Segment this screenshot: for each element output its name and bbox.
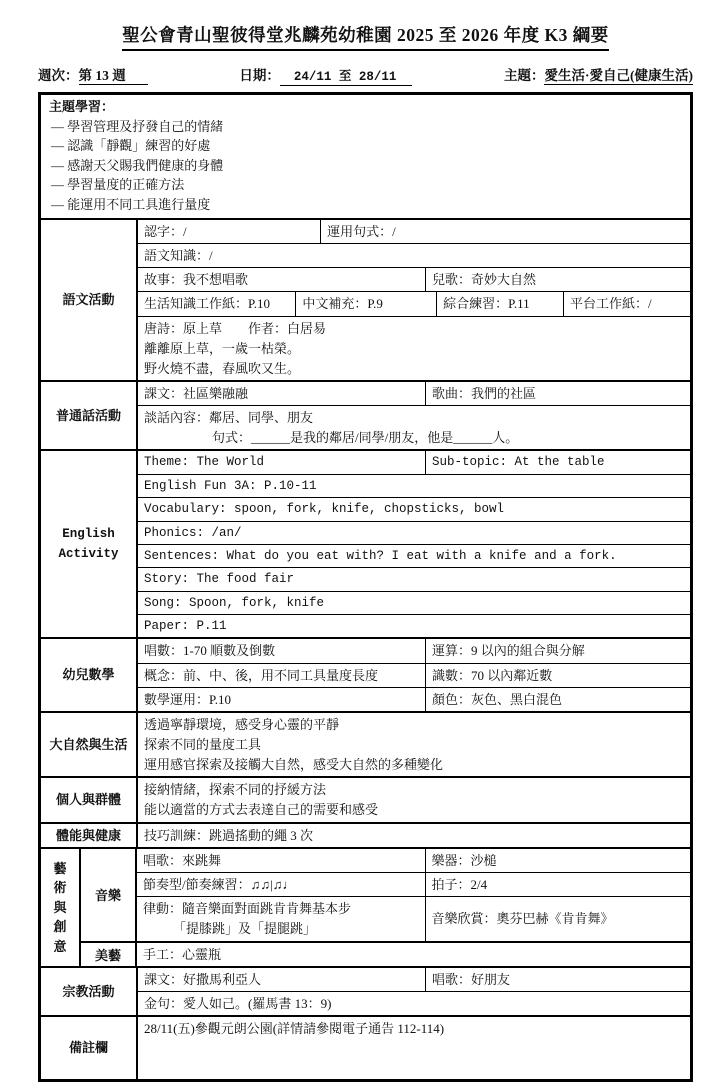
theme-learning-item: — 學習量度的正確方法 xyxy=(51,177,185,192)
english-label: English Activity xyxy=(41,451,138,637)
art-craft: 手工：心靈瓶 xyxy=(143,946,222,962)
english-song: Song: Spoon, fork, knife xyxy=(144,595,325,610)
table-row xyxy=(138,382,690,405)
section-religion xyxy=(41,966,690,1015)
language-life-knowledge-worksheet: 生活知識工作紙：P.10 xyxy=(144,296,271,312)
arts-body xyxy=(81,849,690,966)
nature-body xyxy=(138,713,690,776)
english-body xyxy=(138,451,690,637)
table-row xyxy=(138,497,690,520)
table-row xyxy=(138,521,690,544)
arts-label xyxy=(41,849,81,966)
music-singing: 唱歌：來跳舞 xyxy=(143,853,222,869)
meta-row xyxy=(38,64,693,87)
section-english xyxy=(41,449,690,637)
math-application: 數學運用：P.10 xyxy=(144,691,232,707)
nature-label: 大自然與生活 xyxy=(41,713,138,776)
music-movement-line: 律動：隨音樂面對面跳肯肯舞基本步 xyxy=(143,901,352,917)
theme-learning-item: — 感謝天父賜我們健康的身體 xyxy=(51,157,224,173)
remarks-line: 28/11(五)參觀元朗公園(詳情請參閱電子通告 112-114) xyxy=(144,1021,445,1037)
arts-label-text: 藝術與創意 xyxy=(53,860,67,954)
table-row xyxy=(138,591,690,614)
english-theme: Theme: The World xyxy=(144,455,265,470)
table-row xyxy=(138,663,690,687)
theme-learning-item: — 學習管理及抒發自己的情緒 xyxy=(51,118,224,134)
religion-song: 唱歌：好朋友 xyxy=(425,968,690,991)
english-phonics: Phonics: /an/ xyxy=(144,525,242,540)
music-movement-line: 「提膝跳」及「提腿跳」 xyxy=(173,921,317,937)
table-row xyxy=(137,872,690,896)
theme-learning-heading: 主題學習： xyxy=(49,99,115,114)
math-operation: 運算：9 以內的組合與分解 xyxy=(425,639,690,662)
personal-line: 接納情緒，探索不同的抒緩方法 xyxy=(144,782,327,798)
language-tang-poem-cell xyxy=(138,317,690,380)
putonghua-song: 歌曲：我們的社區 xyxy=(425,382,690,405)
physical-body xyxy=(138,824,690,848)
language-nursery-rhyme: 兒歌：奇妙大自然 xyxy=(425,268,690,291)
arts-art-subsection xyxy=(81,941,690,966)
section-math xyxy=(41,637,690,710)
table-row xyxy=(138,243,690,267)
section-nature xyxy=(41,711,690,776)
page-title xyxy=(38,22,693,51)
table-row xyxy=(138,991,690,1015)
music-movement-cell xyxy=(137,897,425,940)
english-sub-topic: Sub-topic: At the table xyxy=(425,451,690,473)
week-group xyxy=(38,64,148,84)
table-row xyxy=(138,614,690,637)
nature-line: 探索不同的量度工具 xyxy=(144,736,262,752)
table-row xyxy=(138,639,690,662)
table-row xyxy=(137,849,690,872)
tang-poem-title: 唐詩：原上草 作者：白居易 xyxy=(144,320,327,336)
religion-golden-verse: 金句：愛人如己。(羅馬書 13：9) xyxy=(144,995,332,1011)
table-row xyxy=(138,220,690,243)
language-label: 語文活動 xyxy=(41,220,138,380)
section-physical xyxy=(41,822,690,848)
date-label: 日期： xyxy=(239,68,280,83)
nature-line: 透過寧靜環境，感受身心靈的平靜 xyxy=(144,716,340,732)
language-sentence-usage: 運用句式：/ xyxy=(320,220,690,243)
personal-label: 個人與群體 xyxy=(41,778,138,821)
english-paper: Paper: P.11 xyxy=(144,619,227,634)
english-book: English Fun 3A: P.10-11 xyxy=(144,478,317,493)
language-chinese-supplement: 中文補充：P.9 xyxy=(295,292,436,315)
music-body xyxy=(137,849,690,941)
table-row xyxy=(138,567,690,590)
math-label: 幼兒數學 xyxy=(41,639,138,710)
topic-group xyxy=(504,64,693,84)
table-row xyxy=(138,968,690,991)
table-row xyxy=(138,267,690,291)
section-arts xyxy=(41,847,690,966)
table-row xyxy=(138,291,690,315)
table-row xyxy=(138,1017,690,1079)
week-label: 週次： xyxy=(38,68,79,83)
language-word-recognition: 認字：/ xyxy=(144,224,187,239)
language-body xyxy=(138,220,690,380)
language-platform-worksheet: 平台工作紙：/ xyxy=(563,292,690,315)
physical-label: 體能與健康 xyxy=(41,824,138,848)
music-beat: 拍子：2/4 xyxy=(425,873,690,896)
section-theme-learning xyxy=(41,95,690,218)
religion-text: 課文：好撒馬利亞人 xyxy=(144,971,262,987)
topic-value: 愛生活·愛自己(健康生活) xyxy=(544,68,693,83)
table-row xyxy=(138,405,690,449)
putonghua-label: 普通話活動 xyxy=(41,382,138,449)
english-vocabulary: Vocabulary: spoon, fork, knife, chopsticks, bowl xyxy=(144,502,505,517)
putonghua-talk-cell xyxy=(138,406,690,449)
math-number-recognition: 識數：70 以內鄰近數 xyxy=(425,664,690,687)
physical-line: 技巧訓練：跳過搖動的繩 3 次 xyxy=(144,827,314,843)
section-remarks xyxy=(41,1015,690,1079)
tang-poem-line: 野火燒不盡，春風吹又生。 xyxy=(144,360,301,376)
english-story: Story: The food fair xyxy=(144,572,295,587)
date-value: 24/11 至 28/11 xyxy=(280,70,413,86)
putonghua-body xyxy=(138,382,690,449)
date-group xyxy=(239,64,412,87)
section-personal xyxy=(41,776,690,821)
putonghua-sentence-pattern: 句式：______是我的鄰居/同學/朋友，他是______人。 xyxy=(212,430,519,446)
religion-body xyxy=(138,968,690,1015)
personal-lines-cell xyxy=(138,778,690,821)
topic-label: 主題： xyxy=(503,68,545,83)
art-label: 美藝 xyxy=(81,943,137,966)
putonghua-text: 課文：社區樂融融 xyxy=(144,385,249,401)
math-concept: 概念：前、中、後，用不同工具量度長度 xyxy=(144,667,379,683)
table-row xyxy=(138,824,690,848)
remarks-body xyxy=(138,1017,690,1079)
table-row xyxy=(137,943,690,966)
music-instrument: 樂器：沙槌 xyxy=(425,849,690,872)
section-putonghua xyxy=(41,380,690,449)
religion-label: 宗教活動 xyxy=(41,968,138,1015)
theme-learning-item: — 認識「靜觀」練習的好處 xyxy=(51,138,211,153)
table-row xyxy=(138,713,690,776)
tang-poem-line: 離離原上草，一歲一枯榮。 xyxy=(144,340,301,356)
language-knowledge: 語文知識：/ xyxy=(144,248,213,264)
music-appreciation: 音樂欣賞：奧芬巴赫《肯肯舞》 xyxy=(425,897,690,940)
table-row xyxy=(138,451,690,473)
nature-line: 運用感官探索及接觸大自然，感受大自然的多種變化 xyxy=(144,757,444,773)
language-integrated-exercise: 綜合練習：P.11 xyxy=(436,292,563,315)
curriculum-table xyxy=(38,92,693,1082)
remarks-label: 備註欄 xyxy=(41,1017,138,1079)
personal-line: 能以適當的方式去表達自己的需要和感受 xyxy=(144,802,379,818)
art-body xyxy=(137,943,690,966)
theme-learning-body xyxy=(41,95,690,218)
table-row xyxy=(138,778,690,821)
music-label: 音樂 xyxy=(81,849,137,941)
math-color: 顏色：灰色、黑白混色 xyxy=(425,688,690,711)
section-language xyxy=(41,218,690,380)
putonghua-talk-content: 談話內容：鄰居、同學、朋友 xyxy=(144,410,314,426)
personal-body xyxy=(138,778,690,821)
table-row xyxy=(138,316,690,380)
table-row xyxy=(138,474,690,497)
table-row xyxy=(137,896,690,940)
music-rhythm: 節奏型/節奏練習：♫♫|♫♩ xyxy=(143,877,296,893)
table-row xyxy=(138,687,690,711)
nature-lines-cell xyxy=(138,713,690,776)
language-story: 故事：我不想唱歌 xyxy=(144,272,249,288)
arts-music-subsection xyxy=(81,849,690,941)
week-value: 第 13 週 xyxy=(79,68,148,85)
page-title-text: 聖公會青山聖彼得堂兆麟苑幼稚園 2025 至 2026 年度 K3 綱要 xyxy=(122,22,609,51)
math-counting: 唱數：1-70 順數及倒數 xyxy=(144,643,276,659)
math-body xyxy=(138,639,690,710)
theme-learning-item: — 能運用不同工具進行量度 xyxy=(51,196,211,212)
english-sentences: Sentences: What do you eat with? I eat with a knife and a fork. xyxy=(144,548,617,563)
table-row xyxy=(138,544,690,567)
